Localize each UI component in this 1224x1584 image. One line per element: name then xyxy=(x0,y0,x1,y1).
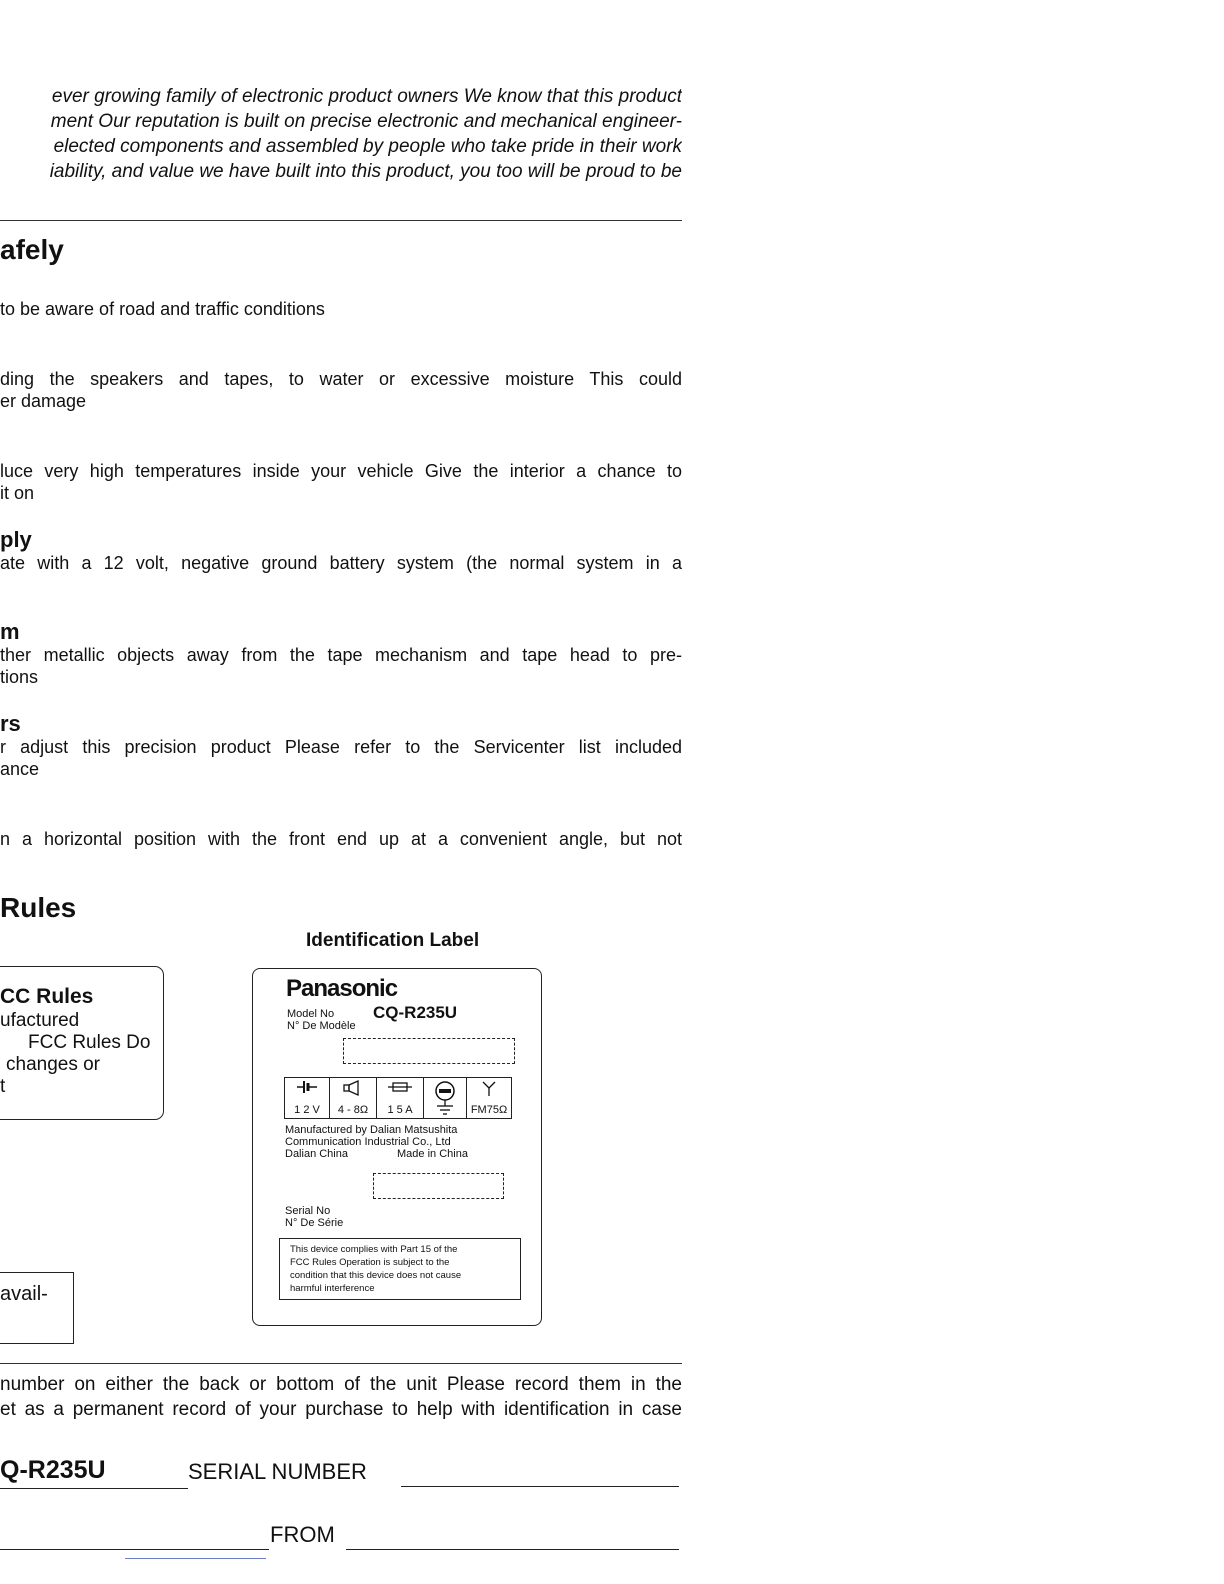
record-paragraph xyxy=(0,1372,682,1422)
para-line: number on either the back or bottom of the unit Please record them in the xyxy=(0,1374,682,1395)
from-field[interactable] xyxy=(346,1549,679,1550)
repairs-paragraph xyxy=(0,736,682,780)
intro-line: ever growing family of electronic product owners We know that this product xyxy=(51,86,682,107)
model-no-label xyxy=(287,1008,356,1032)
availability-text: avail- xyxy=(0,1283,48,1305)
para-line: tions xyxy=(0,667,39,687)
para-line: ding the speakers and tapes, to water or excessive moisture This could xyxy=(0,369,682,389)
spec-antenna xyxy=(467,1078,511,1118)
power-supply-paragraph xyxy=(0,552,682,574)
safety-paragraph-heat xyxy=(0,460,682,504)
repairs-heading: rs xyxy=(0,711,21,736)
spec-value: 1 2 V xyxy=(294,1104,320,1116)
model-no-label-fr: N° De Modèle xyxy=(287,1020,356,1032)
para-line: ther metallic objects away from the tape mechanism and tape head to pre- xyxy=(0,645,682,665)
model-underline xyxy=(0,1488,188,1489)
compliance-line: FCC Rules Operation is subject to the xyxy=(290,1257,450,1268)
intro-line: iability, and value we have built into this product, you too will be proud to be xyxy=(49,161,682,182)
date-field[interactable] xyxy=(0,1549,269,1550)
intro-line: ment Our reputation is built on precise electronic and mechanical engineer- xyxy=(50,111,682,132)
spec-ground xyxy=(424,1078,467,1118)
para-line: n a horizontal position with the front end up at a convenient angle, but not xyxy=(0,829,682,849)
antenna-icon xyxy=(481,1080,497,1096)
label-model-number: CQ-R235U xyxy=(373,1003,458,1022)
compliance-line: This device complies with Part 15 of the xyxy=(290,1244,458,1255)
para-line: ance xyxy=(0,759,40,779)
serial-number-field[interactable] xyxy=(401,1486,679,1487)
page-edge-line xyxy=(125,1558,266,1559)
mechanism-heading: m xyxy=(0,619,20,644)
safety-paragraph-moisture xyxy=(0,368,682,412)
ground-icon xyxy=(432,1080,458,1116)
para-line: luce very high temperatures inside your vehicle Give the interior a chance to xyxy=(0,461,682,481)
fcc-line: FCC Rules Do xyxy=(28,1032,151,1053)
intro-paragraph xyxy=(0,84,682,184)
model-no-label-en: Model No xyxy=(287,1008,335,1020)
safety-heading: afely xyxy=(0,234,64,265)
made-in: Made in China xyxy=(397,1148,468,1160)
compliance-line: harmful interference xyxy=(290,1283,375,1294)
model-code-box xyxy=(343,1038,515,1064)
manufacturer-line: Dalian China xyxy=(285,1148,348,1160)
power-supply-heading: ply xyxy=(0,527,32,552)
spec-voltage xyxy=(285,1078,330,1118)
mounting-paragraph xyxy=(0,828,682,850)
para-line: et as a permanent record of your purchase to help with identification in case xyxy=(0,1399,682,1420)
brand-logo: Panasonic xyxy=(286,975,398,1002)
para-line: er damage xyxy=(0,391,87,411)
spec-value: 1 5 A xyxy=(387,1104,413,1116)
safety-paragraph-road xyxy=(0,298,682,320)
fuse-icon xyxy=(388,1080,412,1094)
fcc-line: t xyxy=(0,1076,6,1097)
manufacturer-line: Manufactured by Dalian Matsushita xyxy=(285,1124,458,1136)
battery-icon xyxy=(296,1080,318,1094)
speaker-icon xyxy=(342,1080,364,1096)
from-label: FROM xyxy=(270,1522,335,1547)
serial-number-label: SERIAL NUMBER xyxy=(188,1459,367,1484)
serial-no-label-en: Serial No xyxy=(285,1205,331,1217)
fcc-compliance-box xyxy=(279,1238,521,1300)
intro-line: elected components and assembled by people who take pride in their work xyxy=(53,136,682,157)
identification-label-title: Identification Label xyxy=(306,930,480,951)
para-line: it on xyxy=(0,483,35,503)
serial-no-label xyxy=(285,1205,343,1229)
fcc-warning-text xyxy=(0,984,160,1098)
spec-impedance xyxy=(330,1078,377,1118)
fcc-line: ufactured xyxy=(0,1010,80,1031)
fcc-line: changes or xyxy=(6,1054,101,1075)
spec-fuse xyxy=(377,1078,424,1118)
spec-value: 4 - 8Ω xyxy=(337,1104,369,1116)
section-divider xyxy=(0,220,682,221)
fcc-heading: Rules xyxy=(0,892,77,923)
compliance-line: condition that this device does not cause xyxy=(290,1270,462,1281)
fcc-warning-title: CC Rules xyxy=(0,985,94,1008)
para-line: r adjust this precision product Please refer to the Servicenter list included xyxy=(0,737,682,757)
spec-row xyxy=(284,1077,512,1119)
record-model-value: Q-R235U xyxy=(0,1456,106,1484)
serial-no-label-fr: N° De Série xyxy=(285,1217,344,1229)
section-divider xyxy=(0,1363,682,1364)
manufacturer-line: Communication Industrial Co., Ltd xyxy=(285,1136,451,1148)
para-line: to be aware of road and traffic conditions xyxy=(0,299,325,319)
serial-code-box xyxy=(373,1173,504,1199)
spec-value: FM75Ω xyxy=(470,1104,508,1116)
para-line: ate with a 12 volt, negative ground battery system (the normal system in a xyxy=(0,553,682,573)
mechanism-paragraph xyxy=(0,644,682,688)
